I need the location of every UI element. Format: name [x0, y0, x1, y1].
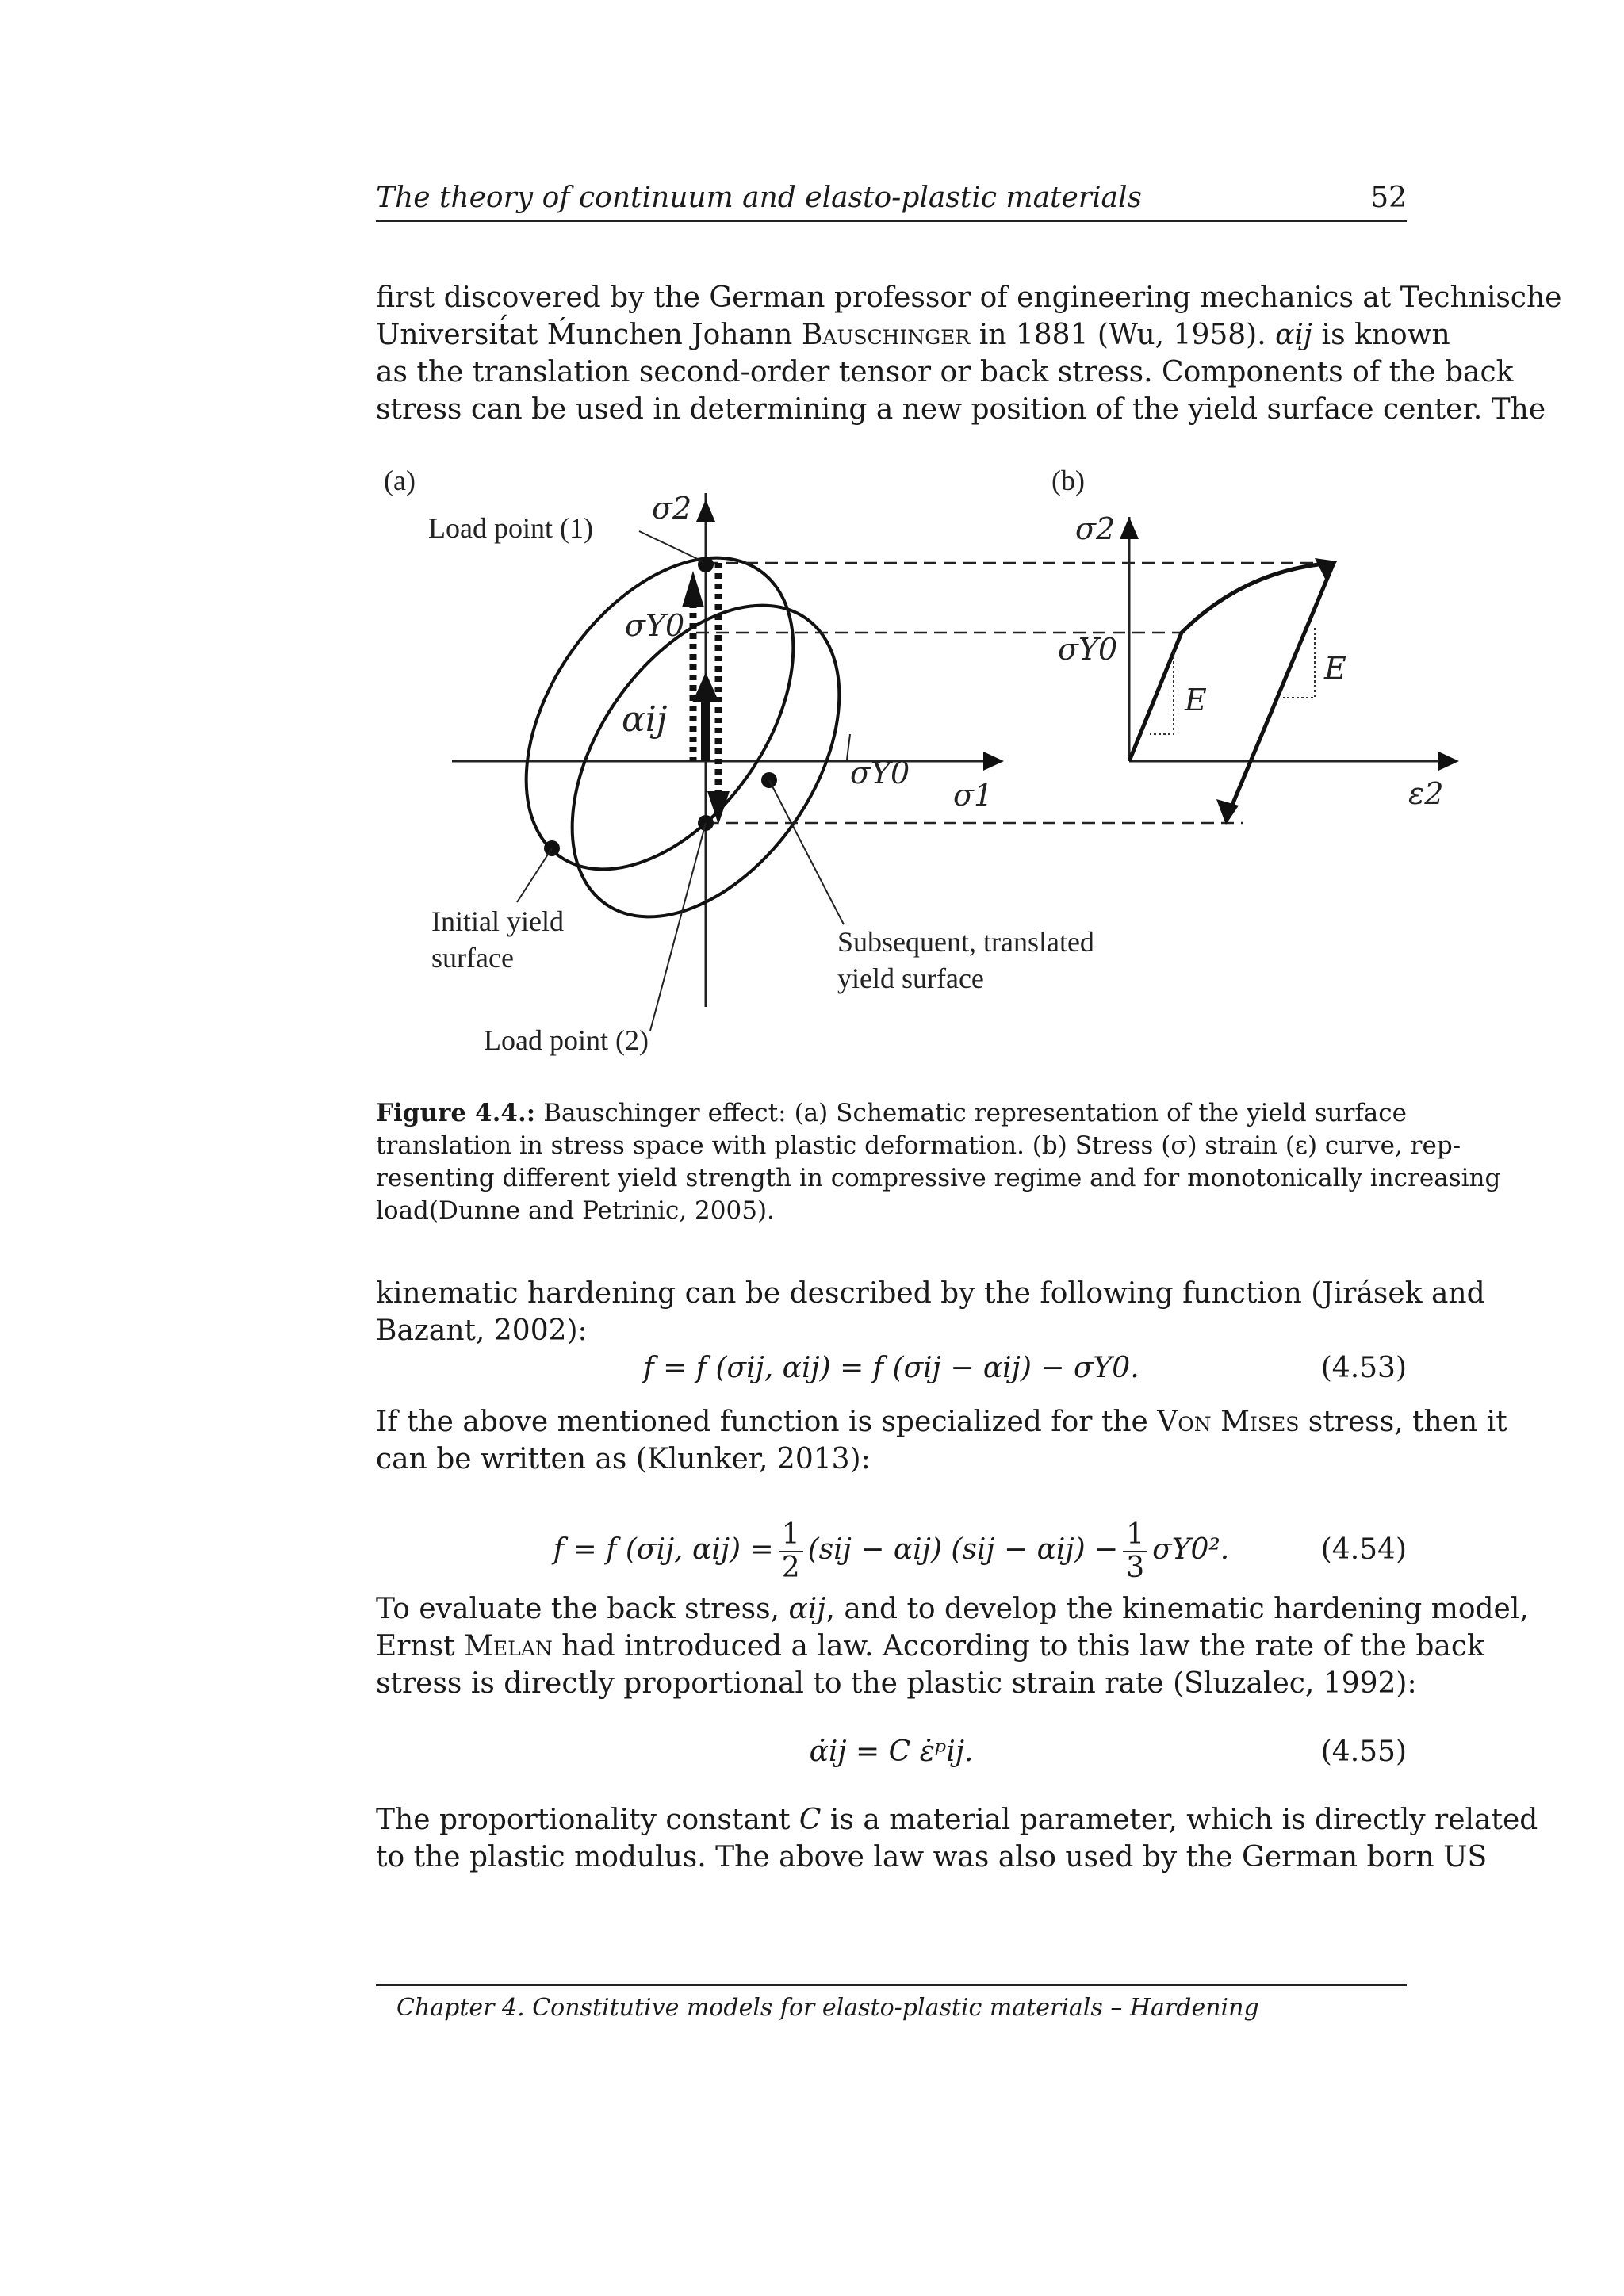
symbol-alpha-ij: αij — [1275, 319, 1313, 351]
paragraph-von-mises — [376, 1403, 1507, 1478]
person-name-bauschinger: Bauschinger — [801, 319, 971, 351]
sigma1-label: σ1 — [953, 778, 994, 813]
panel-b-label: (b) — [1051, 465, 1085, 496]
caption-line: resenting different yield strength in compressive regime and for monotonically increasing — [376, 1164, 1501, 1192]
subsequent-surface-label-line2: yield surface — [837, 962, 984, 994]
initial-surface-label-line1: Initial yield — [431, 905, 564, 937]
paragraph-back-stress — [376, 1590, 1529, 1702]
equation-number: (4.54) — [1320, 1533, 1407, 1566]
paragraph-kinematic-hardening — [376, 1275, 1485, 1349]
leader-initial-surface — [517, 848, 552, 902]
eps2-arrowhead — [1438, 752, 1459, 771]
symbol-alpha-ij: αij — [788, 1593, 826, 1625]
leader-load-point-1 — [639, 531, 703, 561]
text-line: as the translation second-order tensor or back stress. Components of the back — [376, 356, 1514, 388]
caption-line: load(Dunne and Petrinic, 2005). — [376, 1196, 775, 1225]
fraction-one-half: $\frac{1}{2}$ — [779, 1519, 803, 1584]
text-line: Ernst Melan had introduced a law. According to this law the rate of the back — [376, 1630, 1484, 1663]
stress-strain-loading-curve — [1129, 563, 1334, 761]
sigma2-arrowhead-b — [1120, 517, 1139, 539]
figure-caption — [376, 1097, 1501, 1227]
text-line: If the above mentioned function is specialized for the Von Mises stress, then it — [376, 1406, 1507, 1438]
text-line: To evaluate the back stress, αij, and to develop the kinematic hardening model, — [376, 1593, 1529, 1625]
caption-line: translation in stress space with plastic deformation. (b) Stress (σ) strain (ε) curve, rep- — [376, 1131, 1461, 1160]
person-name-melan: Melan — [464, 1630, 553, 1663]
equation-body: f = f (σij, αij) = f (σij − αij) − σY0. — [643, 1352, 1139, 1384]
load-point-1-marker — [698, 557, 714, 572]
person-name-von-mises: Von Mises — [1157, 1406, 1300, 1438]
paragraph-proportionality — [376, 1801, 1538, 1876]
sigmaY0-label-a-top: σY0 — [625, 608, 685, 643]
alpha-ij-label: αij — [622, 699, 668, 740]
sigma2-label-a: σ2 — [652, 491, 692, 526]
sigma2-arrowhead — [696, 499, 715, 522]
caption-label: Figure 4.4.: — [376, 1099, 536, 1127]
sigmaY0-label-a-right: σY0 — [850, 756, 910, 790]
peak-arrowhead-b — [1315, 558, 1337, 580]
initial-surface-label-line2: surface — [431, 942, 514, 974]
running-title: The theory of continuum and elasto-plastic materials — [376, 182, 1142, 214]
running-footer: Chapter 4. Constitutive models for elasto-plastic materials – Hardening — [376, 1984, 1407, 2030]
text-line: can be written as (Klunker, 2013): — [376, 1443, 871, 1475]
text-line: first discovered by the German professor of engineering mechanics at Technische — [376, 281, 1562, 314]
subsequent-surface-label-line1: Subsequent, translated — [837, 926, 1094, 958]
paragraph-intro — [376, 279, 1562, 428]
text-line: stress is directly proportional to the plastic strain rate (Sluzalec, 1992): — [376, 1667, 1417, 1700]
load-point-2-label: Load point (2) — [484, 1024, 649, 1056]
fraction-one-third: $\frac{1}{3}$ — [1123, 1519, 1147, 1584]
figure-diagram — [376, 452, 1465, 1070]
panel-a-label: (a) — [384, 465, 416, 496]
text-line: The proportionality constant C is a material parameter, which is directly related — [376, 1804, 1538, 1836]
equation-4-53 — [376, 1345, 1407, 1392]
sigma1-arrowhead — [983, 752, 1004, 771]
equation-number: (4.55) — [1320, 1735, 1407, 1768]
sigmaY0-label-b: σY0 — [1058, 632, 1118, 667]
equation-number: (4.53) — [1320, 1352, 1407, 1384]
modulus-E-label-unloading: E — [1324, 651, 1346, 686]
load-point-1-label: Load point (1) — [428, 512, 593, 544]
eps2-label: ε2 — [1408, 776, 1444, 811]
loading-arrowhead — [682, 571, 704, 607]
equation-body: f = f (σij, αij) = $\frac{1}{2}$ (sij − αij) (sij − αij) − $\frac{1}{3}$ σY0². — [553, 1518, 1230, 1584]
text-line: Bazant, 2002): — [376, 1314, 588, 1347]
text-line: Universit́at Ḿunchen Johann Bauschinger in 1881 (Wu, 1958). αij is known — [376, 319, 1450, 351]
equation-body: α̇ij = C ε̇ᵖij. — [809, 1735, 974, 1768]
equation-4-54 — [376, 1514, 1407, 1586]
unloading-arrowhead-b — [1216, 799, 1239, 825]
modulus-E-label-elastic: E — [1185, 683, 1207, 718]
caption-line: Figure 4.4.: Bauschinger effect: (a) Schematic representation of the yield surface — [376, 1099, 1408, 1127]
running-header — [376, 176, 1407, 222]
symbol-C: C — [799, 1804, 822, 1836]
text-line: kinematic hardening can be described by the following function (Jirásek and — [376, 1277, 1485, 1310]
page-number: 52 — [1370, 182, 1407, 214]
stress-strain-unloading-line — [1231, 563, 1334, 809]
figure-bauschinger-effect — [376, 452, 1465, 1070]
equation-4-55 — [376, 1728, 1407, 1776]
slope-triangle-unloading — [1283, 628, 1315, 698]
text-line: stress can be used in determining a new position of the yield surface center. The — [376, 393, 1546, 426]
sigma2-label-b: σ2 — [1075, 511, 1116, 546]
text-line: to the plastic modulus. The above law was also used by the German born US — [376, 1841, 1488, 1873]
